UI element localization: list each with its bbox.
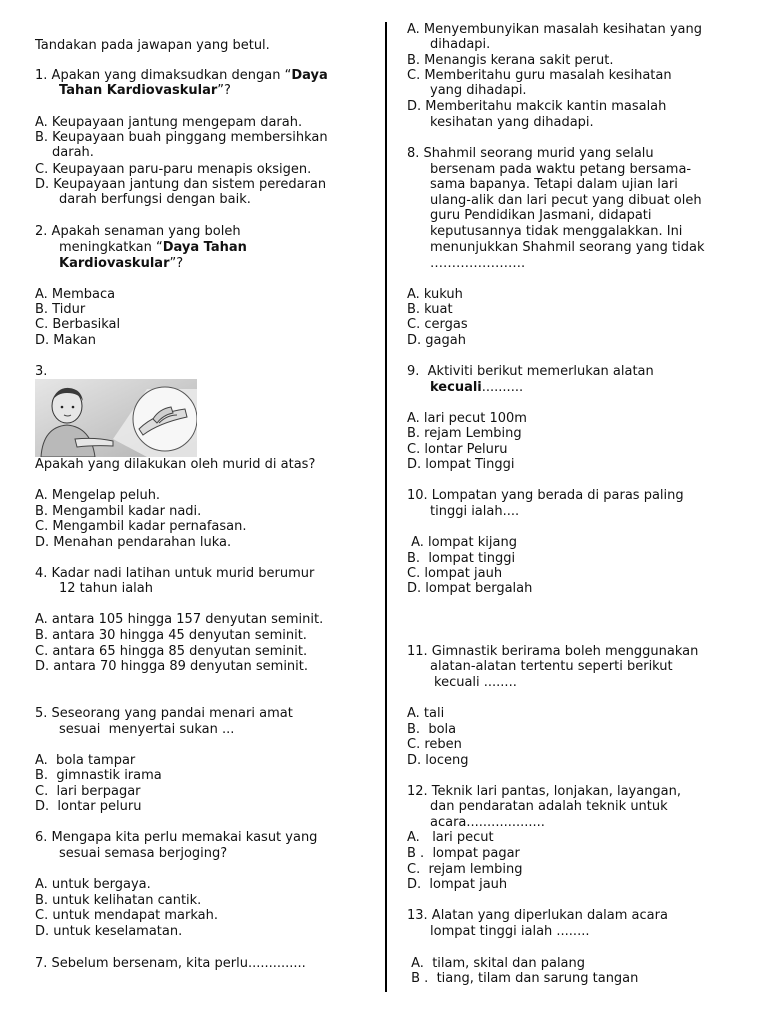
question-2-text: Apakah senaman yang boleh bbox=[51, 224, 241, 239]
question-1-line1 bbox=[35, 68, 328, 83]
question-1-text: Apakan yang dimaksudkan dengan “ bbox=[51, 68, 292, 83]
question-13-option-a: A. tilam, skital dan palang bbox=[407, 956, 586, 971]
question-11-line1: 11. Gimnastik berirama boleh menggunakan bbox=[407, 644, 699, 659]
question-4-option-c: C. antara 65 hingga 85 denyutan seminit. bbox=[35, 644, 308, 659]
question-11-line2: alatan-alatan tertentu seperti berikut bbox=[430, 659, 673, 674]
question-5-option-b: B. gimnastik irama bbox=[35, 768, 162, 783]
question-12-option-a: A. lari pecut bbox=[407, 830, 494, 845]
question-13-option-b: B . tiang, tilam dan sarung tangan bbox=[407, 971, 639, 986]
question-9-option-d: D. lompat Tinggi bbox=[407, 457, 515, 472]
question-1-bold-term-2: Tahan Kardiovaskular bbox=[59, 83, 218, 98]
question-1-tail: ”? bbox=[217, 83, 231, 98]
question-2-line2 bbox=[59, 240, 247, 255]
question-8-option-a: A. kukuh bbox=[407, 287, 463, 302]
question-12-line3: acara................... bbox=[430, 815, 545, 830]
question-2-option-b: B. Tidur bbox=[35, 302, 86, 317]
question-1-number: 1. bbox=[35, 68, 48, 83]
question-8-line1: 8. Shahmil seorang murid yang selalu bbox=[407, 146, 654, 161]
question-3-number: 3. bbox=[35, 364, 48, 379]
question-5-option-d: D. lontar peluru bbox=[35, 799, 142, 814]
question-12-option-b: B . lompat pagar bbox=[407, 846, 520, 861]
question-5-line1: 5. Seseorang yang pandai menari amat bbox=[35, 706, 293, 721]
question-8-line3: sama bapanya. Tetapi dalam ujian lari bbox=[430, 177, 678, 192]
question-2-line3 bbox=[59, 256, 183, 271]
question-9-bold-term: kecuali bbox=[430, 380, 482, 395]
question-12-option-c: C. rejam lembing bbox=[407, 862, 523, 877]
question-7-option-d: D. Memberitahu makcik kantin masalah bbox=[407, 99, 667, 114]
question-11-option-a: A. tali bbox=[407, 706, 445, 721]
question-3-text: Apakah yang dilakukan oleh murid di atas? bbox=[35, 457, 316, 472]
question-7-line1: 7. Sebelum bersenam, kita perlu.............. bbox=[35, 956, 306, 971]
question-6-line2: sesuai semasa berjoging? bbox=[59, 846, 228, 861]
question-1-bold-term: Daya bbox=[291, 68, 328, 83]
question-2-bold-term: Daya Tahan bbox=[162, 240, 247, 255]
question-10-option-c: C. lompat jauh bbox=[407, 566, 503, 581]
question-2-text-2: meningkatkan “ bbox=[59, 240, 163, 255]
question-9-line1: 9. Aktiviti berikut memerlukan alatan bbox=[407, 364, 654, 379]
question-2-bold-term-2: Kardiovaskular bbox=[59, 256, 170, 271]
question-2-option-a: A. Membaca bbox=[35, 287, 116, 302]
question-12-line1: 12. Teknik lari pantas, lonjakan, layangan, bbox=[407, 784, 682, 799]
column-divider bbox=[385, 22, 387, 992]
question-11-line3: kecuali ........ bbox=[434, 675, 517, 690]
question-12-option-d: D. lompat jauh bbox=[407, 877, 508, 892]
question-2-number: 2. bbox=[35, 224, 48, 239]
question-7-option-a-cont: dihadapi. bbox=[430, 37, 491, 52]
question-1-option-b-cont: darah. bbox=[52, 145, 94, 160]
question-5-option-c: C. lari berpagar bbox=[35, 784, 141, 799]
question-11-option-c: C. reben bbox=[407, 737, 462, 752]
question-9-option-b: B. rejam Lembing bbox=[407, 426, 522, 441]
question-3-option-b: B. Mengambil kadar nadi. bbox=[35, 504, 202, 519]
question-2-option-c: C. Berbasikal bbox=[35, 317, 121, 332]
question-8-line2: bersenam pada waktu petang bersama- bbox=[430, 162, 692, 177]
question-6-option-c: C. untuk mendapat markah. bbox=[35, 908, 218, 923]
question-8-option-c: C. cergas bbox=[407, 317, 468, 332]
question-4-option-a: A. antara 105 hingga 157 denyutan seminit. bbox=[35, 612, 324, 627]
question-6-option-b: B. untuk kelihatan cantik. bbox=[35, 893, 202, 908]
question-3-option-c: C. Mengambil kadar pernafasan. bbox=[35, 519, 247, 534]
question-10-option-a: A. lompat kijang bbox=[407, 535, 517, 550]
question-4-line2: 12 tahun ialah bbox=[59, 581, 153, 596]
question-1-option-d-cont: darah berfungsi dengan baik. bbox=[59, 192, 251, 207]
question-10-option-b: B. lompat tinggi bbox=[407, 551, 516, 566]
question-10-line2: tinggi ialah.... bbox=[430, 504, 520, 519]
pulse-check-illustration bbox=[35, 379, 197, 457]
question-7-option-b: B. Menangis kerana sakit perut. bbox=[407, 53, 614, 68]
question-7-option-d-cont: kesihatan yang dihadapi. bbox=[430, 115, 594, 130]
question-3-option-d: D. Menahan pendarahan luka. bbox=[35, 535, 232, 550]
question-7-option-a: A. Menyembunyikan masalah kesihatan yang bbox=[407, 22, 702, 37]
question-6-option-d: D. untuk keselamatan. bbox=[35, 924, 183, 939]
question-8-line6: keputusannya tidak menggalakkan. Ini bbox=[430, 224, 683, 239]
question-9-line2 bbox=[430, 380, 523, 395]
instruction-text: Tandakan pada jawapan yang betul. bbox=[35, 38, 270, 53]
question-4-option-b: B. antara 30 hingga 45 denyutan seminit. bbox=[35, 628, 307, 643]
question-13-line1: 13. Alatan yang diperlukan dalam acara bbox=[407, 908, 668, 923]
question-8-option-b: B. kuat bbox=[407, 302, 453, 317]
question-13-line2: lompat tinggi ialah ........ bbox=[430, 924, 590, 939]
question-10-option-d: D. lompat bergalah bbox=[407, 581, 533, 596]
question-10-line1: 10. Lompatan yang berada di paras paling bbox=[407, 488, 684, 503]
question-4-line1: 4. Kadar nadi latihan untuk murid berumur bbox=[35, 566, 315, 581]
question-7-option-c-cont: yang dihadapi. bbox=[430, 83, 527, 98]
question-6-line1: 6. Mengapa kita perlu memakai kasut yang bbox=[35, 830, 318, 845]
question-8-line5: guru Pendidikan Jasmani, didapati bbox=[430, 208, 652, 223]
question-8-answer-blank: …………………. bbox=[430, 256, 526, 271]
question-8-line4: ulang-alik dan lari pecut yang dibuat oleh bbox=[430, 193, 702, 208]
question-9-option-a: A. lari pecut 100m bbox=[407, 411, 527, 426]
question-5-line2: sesuai menyertai sukan ... bbox=[59, 722, 235, 737]
question-2-line1 bbox=[35, 224, 241, 239]
question-2-tail: ”? bbox=[169, 256, 184, 271]
question-1-line2 bbox=[59, 83, 231, 98]
question-1-option-d: D. Keupayaan jantung dan sistem peredaran bbox=[35, 177, 327, 192]
question-9-option-c: C. lontar Peluru bbox=[407, 442, 508, 457]
question-9-tail: .......... bbox=[481, 380, 524, 395]
question-4-option-d: D. antara 70 hingga 89 denyutan seminit. bbox=[35, 659, 309, 674]
question-8-option-d: D. gagah bbox=[407, 333, 466, 348]
question-3-option-a: A. Mengelap peluh. bbox=[35, 488, 161, 503]
question-1-option-b: B. Keupayaan buah pinggang membersihkan bbox=[35, 130, 328, 145]
question-6-option-a: A. untuk bergaya. bbox=[35, 877, 151, 892]
question-5-option-a: A. bola tampar bbox=[35, 753, 136, 768]
question-1-option-c: C. Keupayaan paru-paru menapis oksigen. bbox=[35, 162, 312, 177]
question-12-line2: dan pendaratan adalah teknik untuk bbox=[430, 799, 668, 814]
question-1-option-a: A. Keupayaan jantung mengepam darah. bbox=[35, 115, 303, 130]
question-11-option-d: D. loceng bbox=[407, 753, 469, 768]
question-11-option-b: B. bola bbox=[407, 722, 457, 737]
question-7-option-c: C. Memberitahu guru masalah kesihatan bbox=[407, 68, 672, 83]
question-2-option-d: D. Makan bbox=[35, 333, 96, 348]
question-8-line7: menunjukkan Shahmil seorang yang tidak bbox=[430, 240, 705, 255]
